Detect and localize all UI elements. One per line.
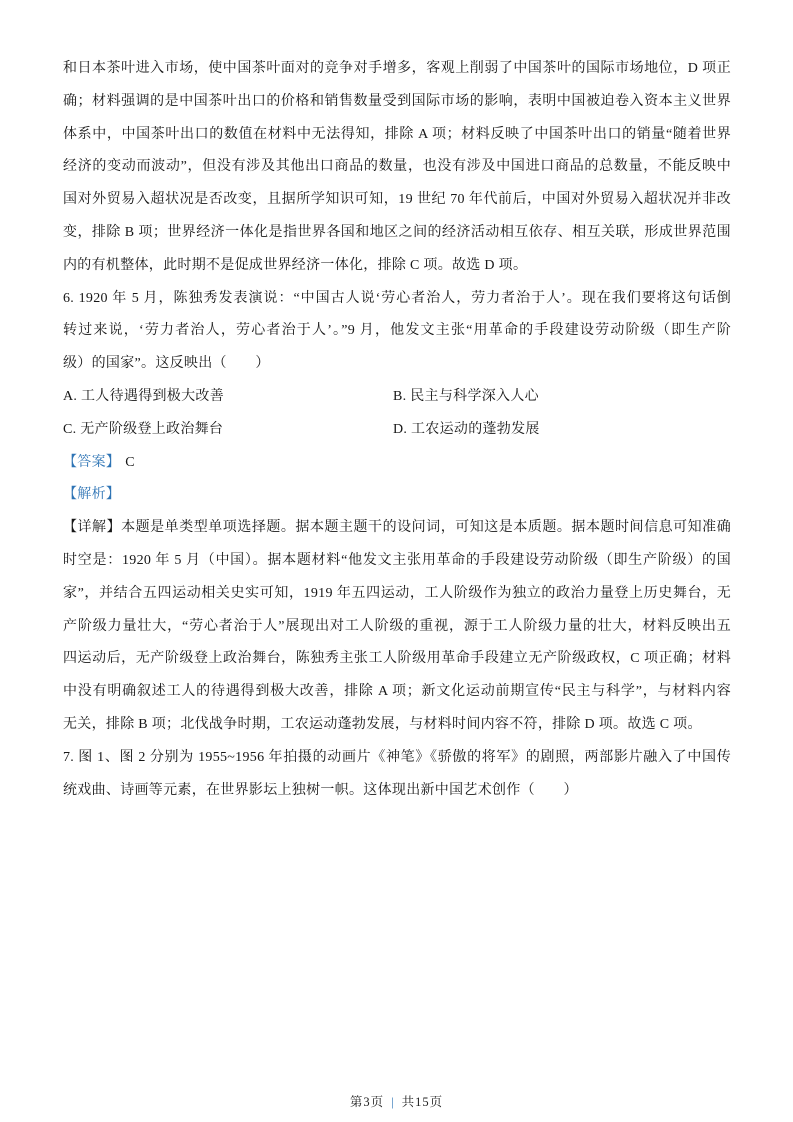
text-line: 确；材料强调的是中国茶叶出口的价格和销售数量受到国际市场的影响，表明中国被迫卷入资本主义世界 bbox=[63, 93, 731, 109]
detail-line: 四运动后，无产阶级登上政治舞台，陈独秀主张工人阶级用革命手段建立无产阶级政权，C 项正确；材料 bbox=[63, 651, 731, 667]
question-6 bbox=[63, 283, 731, 742]
question-6-options-row-1 bbox=[63, 381, 731, 414]
analysis-label: 【解析】 bbox=[63, 487, 121, 503]
footer-separator: | bbox=[391, 1095, 395, 1109]
detail-line: 产阶级力量壮大，“劳心者治于人”展现出对工人阶级的重视，源于工人阶级力量的壮大，材料反映出五 bbox=[63, 618, 731, 634]
question-7-stem-line: 7. 图 1、图 2 分别为 1955~1956 年拍摄的动画片《神笔》《骄傲的将军》的剧照，两部影片融入了中国传 bbox=[63, 749, 731, 765]
option-c: C. 无产阶级登上政治舞台 bbox=[63, 421, 224, 437]
detail-line: 家”，并结合五四运动相关史实可知，1919 年五四运动，工人阶级作为独立的政治力量登上历史舞台，无 bbox=[63, 585, 731, 601]
question-6-stem-line: 级）的国家”。这反映出（ ） bbox=[63, 356, 270, 372]
answer-label: 【答案】 bbox=[63, 454, 121, 470]
question-6-detail bbox=[63, 512, 731, 742]
text-line: 经济的变动而波动”，但没有涉及其他出口商品的数量，也没有涉及中国进口商品的总数量，不能反映中 bbox=[63, 159, 731, 175]
page-body bbox=[63, 53, 731, 807]
answer-value: C bbox=[125, 454, 135, 470]
detail-line: 【详解】本题是单类型单项选择题。据本题主题干的设问词，可知这是本质题。据本题时间信息可知准确 bbox=[63, 520, 731, 536]
page-footer bbox=[0, 1092, 793, 1112]
question-7 bbox=[63, 742, 731, 808]
option-a: A. 工人待遇得到极大改善 bbox=[63, 388, 225, 404]
analysis-row bbox=[63, 479, 731, 512]
text-line: 和日本茶叶进入市场，使中国茶叶面对的竞争对手增多，客观上削弱了中国茶叶的国际市场地位，D 项正 bbox=[63, 61, 731, 76]
question-6-options-row-2 bbox=[63, 414, 731, 447]
detail-line: 时空是：1920 年 5 月（中国）。据本题材料“他发文主张用革命的手段建设劳动阶级（即生产阶级）的国 bbox=[63, 552, 731, 568]
option-b: B. 民主与科学深入人心 bbox=[393, 388, 539, 404]
footer-page-current: 第3页 bbox=[349, 1095, 385, 1109]
question-6-stem-line: 6. 1920 年 5 月，陈独秀发表演说：“中国古人说‘劳心者治人，劳力者治于人’。现在我们要将这句话倒 bbox=[63, 290, 731, 306]
footer-page-total: 共15页 bbox=[401, 1095, 444, 1109]
text-line: 体系中，中国茶叶出口的数值在材料中无法得知，排除 A 项；材料反映了中国茶叶出口的销量“随着世界 bbox=[63, 126, 731, 142]
option-d: D. 工农运动的蓬勃发展 bbox=[393, 421, 540, 437]
answer-row bbox=[63, 447, 731, 480]
paragraph-prev-explanation bbox=[63, 53, 731, 283]
question-7-stem-line: 统戏曲、诗画等元素，在世界影坛上独树一帜。这体现出新中国艺术创作（ ） bbox=[63, 782, 578, 798]
text-line: 内的有机整体，此时期不是促成世界经济一体化，排除 C 项。故选 D 项。 bbox=[63, 257, 528, 273]
text-line: 国对外贸易入超状况是否改变，且据所学知识可知，19 世纪 70 年代前后，中国对外贸易入超状况并非改 bbox=[63, 192, 731, 208]
text-line: 变，排除 B 项；世界经济一体化是指世界各国和地区之间的经济活动相互依存、相互关联，形成世界范围 bbox=[63, 224, 731, 240]
detail-line: 中没有明确叙述工人的待遇得到极大改善，排除 A 项；新文化运动前期宣传“民主与科学”，与材料内容 bbox=[63, 684, 731, 700]
detail-line: 无关，排除 B 项；北伐战争时期，工农运动蓬勃发展，与材料时间内容不符，排除 D 项。故选 C 项。 bbox=[63, 716, 702, 732]
question-6-stem-line: 转过来说，‘劳力者治人，劳心者治于人’。”9 月，他发文主张“用革命的手段建设劳动阶级（即生产阶 bbox=[63, 323, 731, 339]
